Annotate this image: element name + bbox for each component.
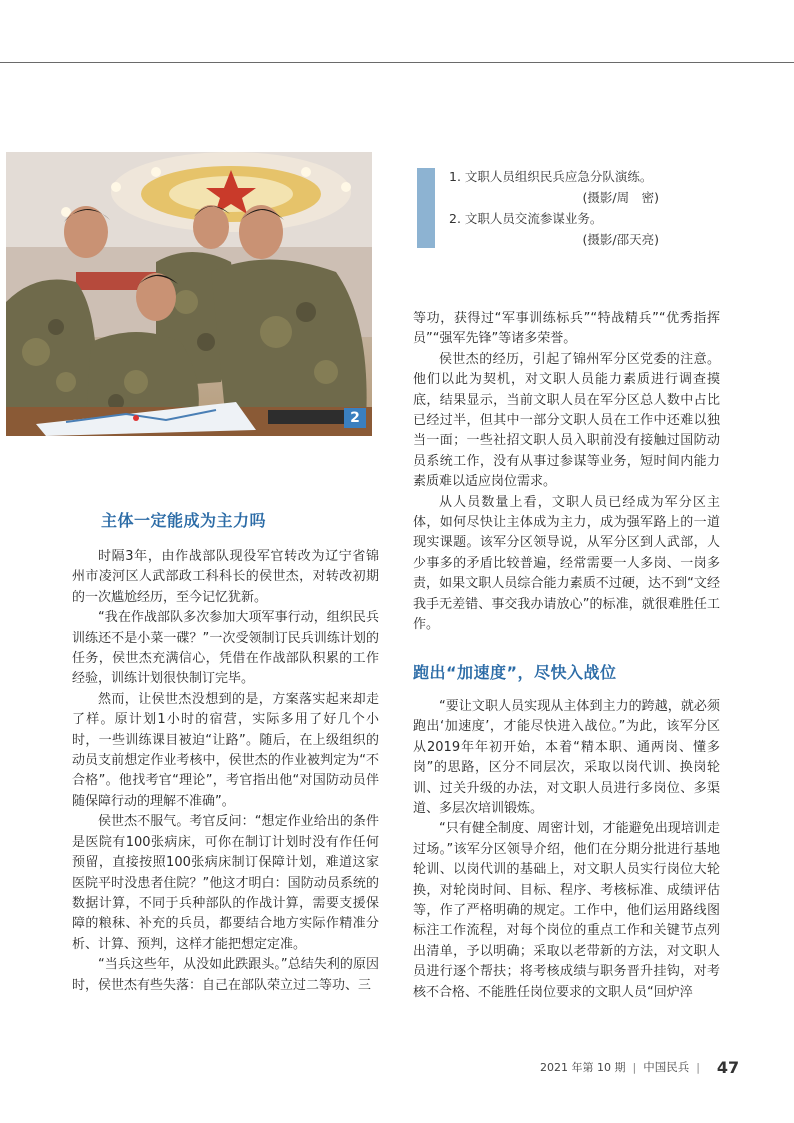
paragraph: 侯世杰的经历，引起了锦州军分区党委的注意。他们以此为契机，对文职人员能力素质进行调查摸底，结果显示，当前文职人员在军分区总人数中占比已经过半，但其中一部分文职人员在工作中还难以独当一面；一些社招文职人员入职前没有接触过国防动员系统工作，没有从事过参谋等业务，短时间内能力素质难以适应岗位需求。: [413, 351, 720, 490]
paragraph: “要让文职人员实现从主体到主力的跨越，就必须跑出‘加速度’，才能尽快进入战位。”为此，该军分区从2019年年初开始，本着“精本职、通两岗、懂多岗”的思路，区分不同层次，采取以岗代训、换岗轮训、过关升级的办法，对文职人员进行多岗位、多渠道、多层次培训锻炼。: [413, 699, 720, 817]
photo-caption: [449, 166, 659, 250]
caption-credit-1: (摄影/周 密): [582, 190, 659, 205]
paragraph: 然而，让侯世杰没想到的是，方案落实起来却走了样。原计划1小时的宿营，实际多用了好几个小时，一些训练课目被迫“让路”。随后，在上级组织的动员支前想定作业考核中，侯世杰的作业被判定为“不合格”。他找考官“理论”，考官指出他“对国防动员伴随保障行动的理解不准确”。: [72, 691, 379, 809]
paragraph: “只有健全制度、周密计划，才能避免出现培训走过场。”该军分区领导介绍，他们在分期分批进行基地轮训、以岗代训的基础上，对文职人员实行岗位大轮换，对轮岗时间、目标、程序、考核标准、成绩评估等，作了严格明确的规定。工作中，他们运用路线图标注工作流程，对每个岗位的重点工作和关键节点列出清单，予以明确；采取以老带新的方法，对文职人员进行逐个帮扶；将考核成绩与职务晋升挂钩，对考核不合格、不能胜任岗位要求的文职人员“回炉淬: [413, 821, 720, 1000]
footer-separator: |: [632, 1060, 637, 1074]
paragraph: 时隔3年，由作战部队现役军官转改为辽宁省锦州市凌河区人武部政工科科长的侯世杰，对转改初期的一次尴尬经历，至今记忆犹新。: [72, 549, 379, 605]
paragraph: “当兵这些年，从没如此跌跟头。”总结失利的原因时，侯世杰有些失落：自己在部队荣立过二等功、三: [72, 957, 379, 993]
caption-bar: [417, 168, 435, 248]
article-photo: [6, 152, 372, 436]
right-column-top: [413, 309, 720, 636]
photo-soldiers-map-icon: [6, 152, 372, 436]
footer-separator: |: [696, 1060, 700, 1074]
paragraph: 从人员数量上看，文职人员已经成为军分区主体，如何尽快让主体成为主力，成为强军路上的一道现实课题。该军分区领导说，从军分区到人武部，人少事多的矛盾比较普遍，经常需要一人多岗、一岗多责，如果文职人员综合能力素质不过硬，达不到“文经我手无差错、事交我办请放心”的标准，就很难胜任工作。: [413, 494, 720, 633]
paragraph: 等功，获得过“军事训练标兵”“特战精兵”“优秀指挥员”“强军先锋”等诸多荣誉。: [413, 311, 720, 347]
right-column-bottom: [413, 697, 720, 1003]
paragraph: “我在作战部队多次参加大项军事行动，组织民兵训练还不是小菜一碟？”一次受领制订民兵训练计划的任务，侯世杰充满信心，凭借在作战部队积累的工作经验，训练计划很快制订完毕。: [72, 610, 379, 687]
photo-number-badge: 2: [344, 408, 366, 428]
page-number: 47: [716, 1057, 740, 1077]
caption-line-2: 2. 文职人员交流参谋业务。: [449, 211, 603, 226]
paragraph: 侯世杰不服气。考官反问：“想定作业给出的条件是医院有100张病床，可你在制订计划时没有作任何预留，直接按照100张病床制订保障计划，难道这家医院平时没患者住院？”他这才明白：国防动员系统的数据计算，不同于兵种部队的作战计算，需要支援保障的粮秣、补充的兵员，都要结合地方实际作精准分析、计算、预判，这样才能把想定定准。: [72, 814, 379, 952]
issue-label: 2021 年第 10 期: [540, 1061, 626, 1074]
top-rule: [0, 62, 794, 63]
caption-line-1: 1. 文职人员组织民兵应急分队演练。: [449, 169, 653, 184]
caption-credit-2: (摄影/邵天亮): [582, 232, 659, 247]
publication-name: 中国民兵: [643, 1060, 690, 1074]
section-heading-1: 主体一定能成为主力吗: [101, 511, 267, 530]
left-column: [72, 547, 379, 996]
page-footer: [540, 1058, 739, 1076]
section-heading-2: 跑出“加速度”，尽快入战位: [413, 663, 617, 682]
